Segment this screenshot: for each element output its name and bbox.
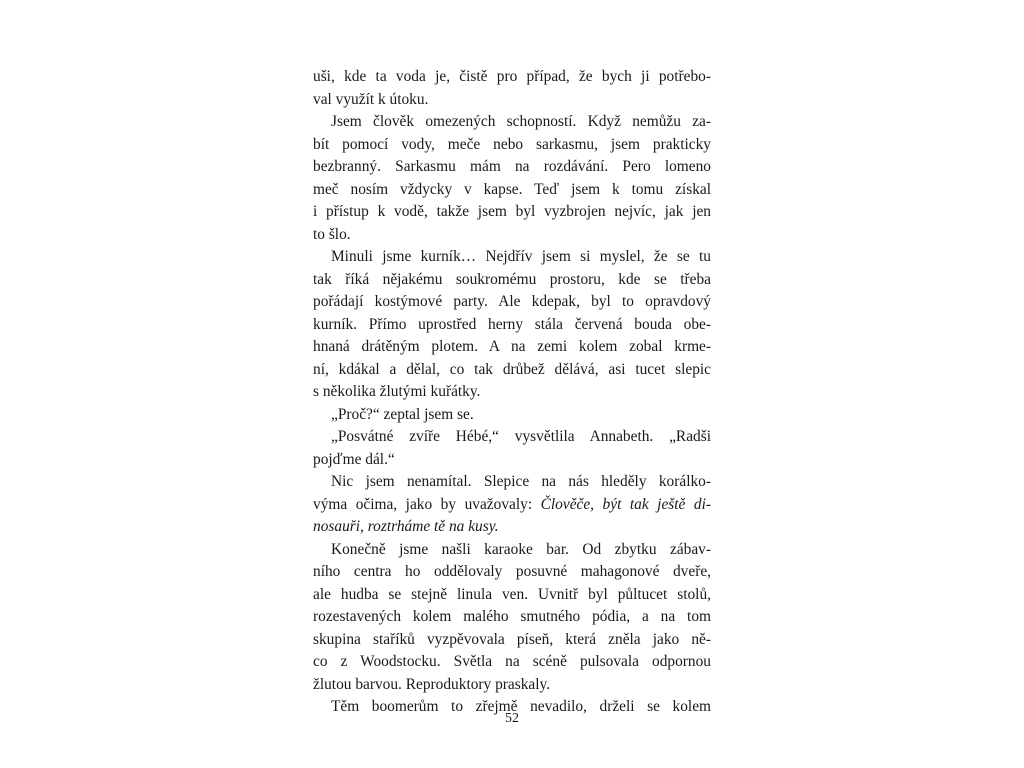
text-line (313, 179, 711, 202)
text-line (313, 201, 711, 224)
text-line (313, 449, 711, 472)
text-line (313, 381, 711, 404)
text-line-content: val využít k útoku. (313, 90, 429, 108)
text-line-content: žlutou barvou. Reproduktory praskaly. (313, 675, 551, 693)
text-line-content: meč nosím vždycky v kapse. Teď jsem k tomu získal (313, 180, 711, 198)
text-line-content: s několika žlutými kuřátky. (313, 383, 481, 400)
text-line-content: pořádají kostýmové party. Ale kdepak, byl to opravdový (313, 293, 711, 310)
text-line-content: Konečně jsme našli karaoke bar. Od zbytku zábav- (331, 540, 711, 558)
text-line (313, 291, 711, 314)
text-line-content: Minuli jsme kurník… Nejdřív jsem si myslel, že se tu (331, 248, 711, 265)
text-line-content: hnaná drátěným plotem. A na zemi kolem zobal krme- (313, 338, 711, 355)
text-line (313, 561, 711, 584)
text-line-content: bezbranný. Sarkasmu mám na rozdávání. Pero lomeno (313, 158, 711, 175)
text-line-content: Jsem člověk omezených schopností. Když nemůžu za- (331, 113, 711, 130)
text-line-content: uši, kde ta voda je, čistě pro případ, že bych ji potřebo- (313, 68, 711, 85)
text-line-content: ní, kdákal a dělal, co tak drůbež dělává, asi tucet slepic (313, 360, 711, 378)
text-line-content: rozestavených kolem malého smutného pódia, a na tom (313, 608, 711, 625)
text-line-content: Nic jsem nenamítal. Slepice na nás hleděly korálko- (331, 473, 711, 490)
text-line (313, 336, 711, 359)
text-line (313, 404, 711, 427)
text-line (313, 471, 711, 494)
text-line-content: ního centra ho oddělovaly posuvné mahagonové dveře, (313, 563, 711, 580)
text-line-content: tak říká nějakému soukromému prostoru, kde se třeba (313, 270, 711, 288)
text-line (313, 134, 711, 157)
page-number: 52 (505, 711, 519, 726)
text-line (313, 629, 711, 652)
text-line (313, 224, 711, 247)
text-line-content: to šlo. (313, 225, 351, 243)
text-line (313, 66, 711, 89)
text-line-content: bít pomocí vody, meče nebo sarkasmu, jsem prakticky (313, 135, 711, 153)
text-line (313, 269, 711, 292)
text-line-content: pojďme dál.“ (313, 450, 395, 468)
text-line (313, 314, 711, 337)
text-line (313, 584, 711, 607)
text-line-content: ale hudba se stejně linula ven. Uvnitř byl půltucet stolů, (313, 585, 711, 603)
text-line (313, 156, 711, 179)
text-line (313, 359, 711, 382)
text-line-content: kurník. Přímo uprostřed herny stála červená bouda obe- (313, 315, 711, 333)
italic-text: nosauři, roztrháme tě na kusy. (313, 518, 499, 535)
italic-text: Člověče, být tak ještě di- (540, 495, 711, 513)
text-line-content: výma očima, jako by uvažovaly: (313, 495, 541, 513)
text-line (313, 539, 711, 562)
text-line (313, 494, 711, 517)
text-line (313, 651, 711, 674)
text-line-content: Těm boomerům to zřejmě nevadilo, drželi se kolem (331, 698, 711, 715)
body-text (313, 66, 711, 719)
text-line (313, 606, 711, 629)
text-line (313, 674, 711, 697)
text-line (313, 111, 711, 134)
text-line-content: skupina staříků vyzpěvovala píseň, která zněla jako ně- (313, 630, 711, 648)
text-line-content: „Posvátné zvíře Hébé,“ vysvětlila Annabeth. „Radši (331, 428, 711, 445)
text-line (313, 89, 711, 112)
text-line-content: co z Woodstocku. Světla na scéně pulsovala odpornou (313, 653, 711, 670)
text-line (313, 246, 711, 269)
text-line-content: i přístup k vodě, takže jsem byl vyzbrojen nejvíc, jak jen (313, 203, 711, 220)
text-line-content: „Proč?“ zeptal jsem se. (331, 405, 474, 423)
text-line (313, 516, 711, 539)
text-line (313, 426, 711, 449)
